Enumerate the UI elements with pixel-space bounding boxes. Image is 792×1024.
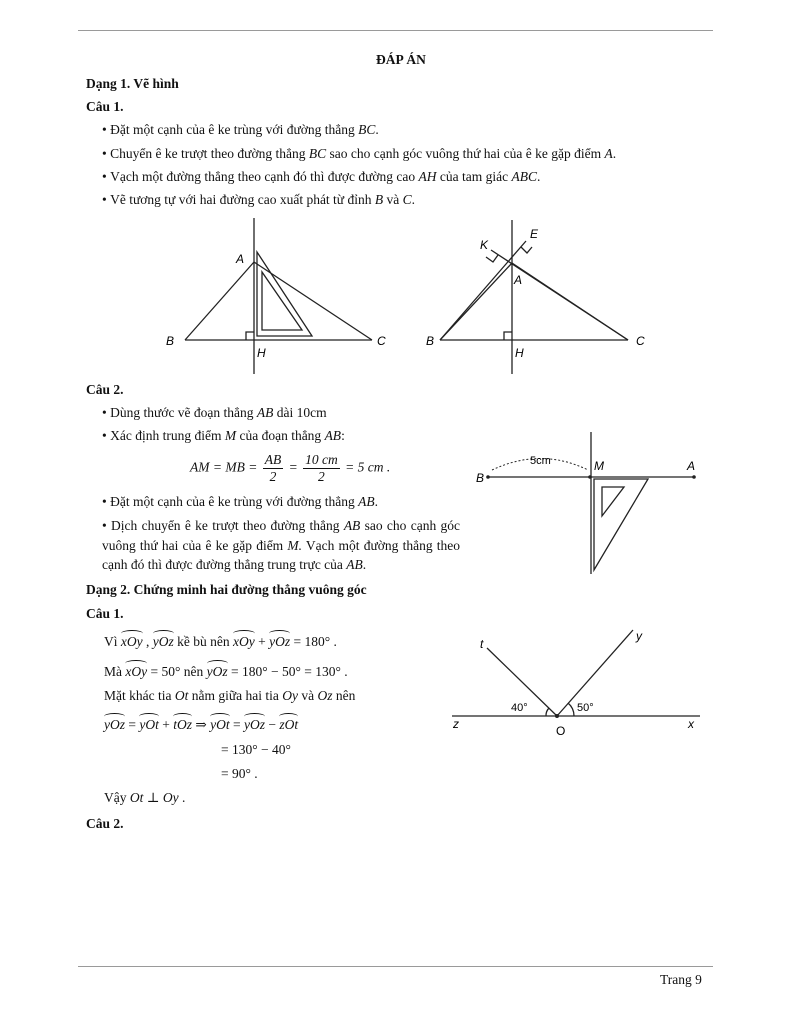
- q2-bullet-1: • Dùng thước vẽ đoạn thẳng AB dài 10cm: [102, 405, 327, 421]
- fig1b-label-H: H: [515, 346, 524, 360]
- fig1-label-H: H: [257, 346, 266, 360]
- proof-conclusion: Vậy Ot ⊥ Oy .: [104, 790, 186, 805]
- q1-bullet-3: • Vạch một đường thẳng theo cạnh đó thì được đường cao AH của tam giác ABC.: [102, 169, 540, 185]
- proof-line-1: Vì xOy , yOz kề bù nên xOy + yOz = 180° .: [104, 630, 337, 650]
- proof-line-2: Mà xOy = 50° nên yOz = 180° − 50° = 130° .: [104, 660, 348, 680]
- fig3-label-y: y: [636, 629, 642, 643]
- fig3-label-O: O: [556, 724, 566, 738]
- fig3-point-O: [555, 714, 559, 718]
- header-rule: [78, 30, 713, 31]
- fig1b-label-C: C: [636, 334, 645, 348]
- fig1b-label-A: A: [514, 273, 523, 287]
- q2-label: Câu 2.: [86, 382, 124, 397]
- midpoint-formula: AM = MB = $\frac{AB}{2}$ = $\frac{10 cm}{2}$ = 5 cm .: [190, 452, 391, 484]
- fig3-label-x: x: [688, 717, 694, 731]
- q2-bullet-3: • Đặt một cạnh của ê ke trùng với đường thẳng AB.: [102, 494, 378, 510]
- q2-bullet-2: • Xác định trung điểm M của đoạn thẳng AB:: [102, 428, 345, 444]
- q1-bullet-1: • Đặt một cạnh của ê ke trùng với đường thẳng BC.: [102, 122, 379, 138]
- q2-bullet-4: • Dịch chuyển ê ke trượt theo đường thẳng AB sao cho cạnh góc vuông thứ hai của ê ke gặp điểm M. Vạch một đường thẳng theo cạnh đó thì được đường thẳng trung trực của AB.: [102, 518, 461, 572]
- fig2-label-M: M: [594, 459, 604, 473]
- q1-bullet-4: • Vẽ tương tự với hai đường cao xuất phát từ đỉnh B và C.: [102, 192, 415, 208]
- section2-heading: Dạng 2. Chứng minh hai đường thẳng vuông góc: [86, 582, 367, 597]
- fig2-point-M: [588, 475, 592, 479]
- fig1-label-C: C: [377, 334, 386, 348]
- q1-bullet-2: • Chuyển ê ke trượt theo đường thẳng BC sao cho cạnh góc vuông thứ hai của ê ke gặp điểm A.: [102, 146, 616, 162]
- fig2-label-B: B: [476, 471, 485, 485]
- proof-line-5: = 130° − 40°: [221, 742, 291, 757]
- fig3-angle-40: 40°: [511, 702, 528, 714]
- proof-line-6: = 90° .: [221, 766, 258, 781]
- altitude-figure: [160, 215, 660, 380]
- section1-heading: Dạng 1. Vẽ hình: [86, 76, 179, 91]
- fig3-label-z: z: [453, 717, 459, 731]
- fig1b-label-K: K: [480, 238, 489, 252]
- fig2-point-A: [692, 475, 696, 479]
- q1-label: Câu 1.: [86, 99, 124, 114]
- footer-rule: [78, 966, 713, 967]
- fig1-label-B: B: [166, 334, 175, 348]
- fig2-point-B: [486, 475, 490, 479]
- bisector-figure: [470, 428, 705, 578]
- fig1b-label-B: B: [426, 334, 435, 348]
- proof-line-4: yOz = yOt + tOz ⇒ yOt = yOz − zOt: [104, 713, 298, 733]
- page-title: ĐÁP ÁN: [376, 52, 426, 67]
- page-number: Trang 9: [660, 972, 702, 987]
- fig2-label-A: A: [687, 459, 696, 473]
- fig1-label-A: A: [236, 252, 245, 266]
- s2-q1-label: Câu 1.: [86, 606, 124, 621]
- fig3-angle-50: 50°: [577, 702, 594, 714]
- angle-figure: [448, 625, 703, 740]
- proof-line-3: Mặt khác tia Ot nằm giữa hai tia Oy và Oz nên: [104, 688, 356, 703]
- fig1b-label-E: E: [530, 227, 539, 241]
- s2-q2-label: Câu 2.: [86, 816, 124, 831]
- fig3-label-t: t: [480, 637, 484, 651]
- fig2-distance-label: 5cm: [530, 455, 551, 467]
